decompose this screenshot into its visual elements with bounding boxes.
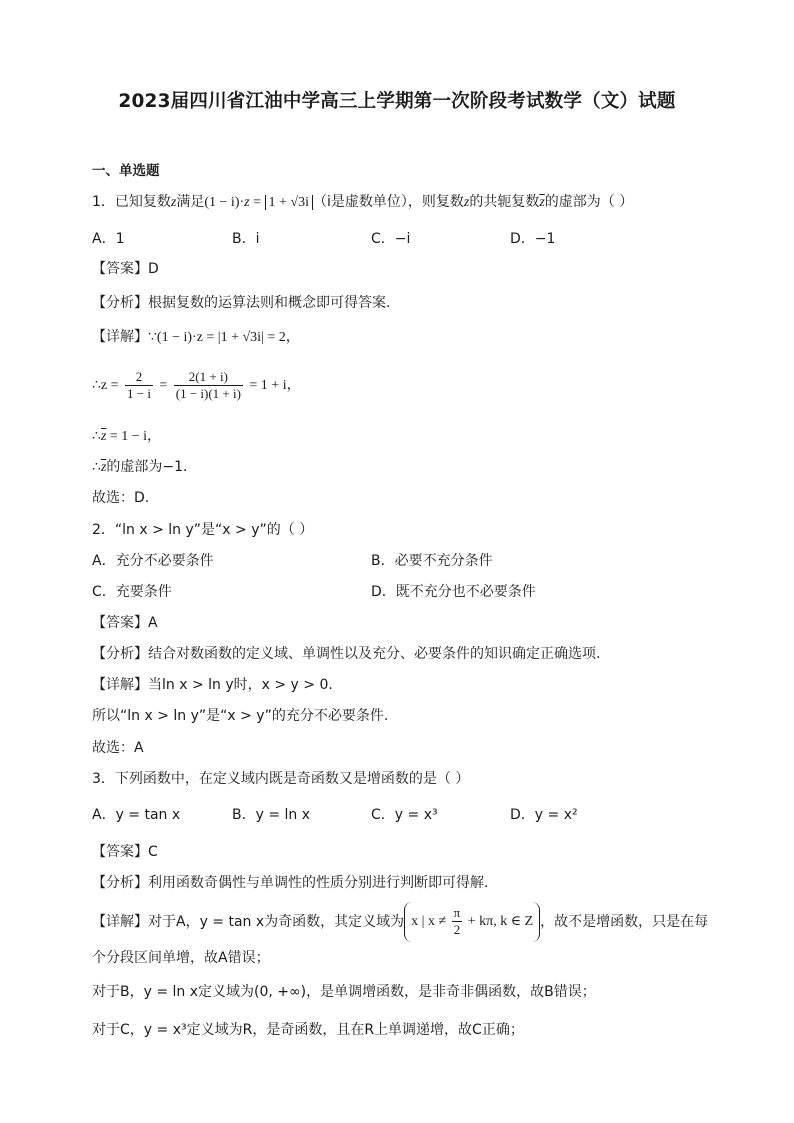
- q1-option-b: B．i: [232, 231, 260, 247]
- q1-analysis-text: 根据复数的运算法则和概念即可得答案.: [148, 295, 391, 311]
- q3-option-d: D．y = x²: [510, 807, 578, 823]
- answer-label: 【答案】: [92, 261, 148, 277]
- q1-stem-e: 的虚部为（ ）: [544, 194, 634, 210]
- q1-detail-4: $\therefore\overline{z}$的虚部为−1．: [92, 459, 198, 475]
- q1-stem-c: （i是虚数单位），则复数: [312, 194, 464, 210]
- q3-detail-3: 对于C，y = x³定义域为R，是奇函数，且在R上单调递增，故C正确；: [92, 1022, 524, 1038]
- q1-option-a: A．1: [92, 231, 125, 247]
- fraction-1: $\frac{2}{1 - i}$: [126, 368, 151, 401]
- q1-stem-b: 满足: [176, 194, 205, 210]
- q3-detail-1-cont: 个分段区间单增，故A错误；: [92, 950, 270, 966]
- q1-option-c: C．−i: [371, 231, 411, 247]
- q3-detail-2: 对于B，y = ln x定义域为(0, +∞)，是单调增函数，是非奇非偶函数，故B错误；: [92, 984, 596, 1000]
- fraction-2: $\frac{2(1 + i)}{(1 - i)(1 + i)}$: [175, 368, 241, 401]
- q1-detail-1: [92, 327, 300, 348]
- q1-choice: 故选：D.: [92, 490, 150, 506]
- q1-answer: [92, 259, 159, 279]
- q3-option-c: C．y = x³: [371, 807, 438, 823]
- q2-detail-2: 所以“ln x > ln y”是“x > y”的充分不必要条件.: [92, 708, 389, 724]
- q3-option-a: A．y = tan x: [92, 807, 181, 823]
- q2-answer: 【答案】A: [92, 615, 158, 631]
- q1-detail-1-text: ∵(1 − i)·z = |1 + √3i| = 2，: [148, 330, 300, 345]
- q1-option-d: D．−1: [510, 231, 556, 247]
- q2-detail-1: 【详解】当ln x > ln y时，x > y > 0.: [92, 677, 333, 693]
- q1-stem-a: 1．已知复数: [92, 194, 171, 210]
- q1-stem: 1．已知复数z满足(1 − i)·z = 1 + √3i （i是虚数单位），则复数z的共轭复数$\overline{z}$的虚部为（ ）: [92, 194, 634, 210]
- q3-analysis: 【分析】利用函数奇偶性与单调性的性质分别进行判断即可得解.: [92, 875, 489, 891]
- page-title: 2023届四川省江油中学高三上学期第一次阶段考试数学（文）试题: [118, 91, 676, 112]
- q2-option-c: C．充要条件: [92, 584, 172, 600]
- q1-analysis: [92, 293, 390, 313]
- q2-choice: 故选：A: [92, 740, 144, 756]
- analysis-label: 【分析】: [92, 295, 148, 311]
- q2-analysis: 【分析】结合对数函数的定义域、单调性以及充分、必要条件的知识确定正确选项.: [92, 646, 601, 662]
- q3-stem: 3．下列函数中，在定义域内既是奇函数又是增函数的是（ ）: [92, 771, 470, 787]
- q3-detail-1: 【详解】对于A，y = tan x为奇函数，其定义域为 x | x ≠ $\frac{\pi}{2}$ + kπ, k ∈ Z ，故不是增函数，只是在每: [92, 902, 708, 942]
- q1-detail-2-rhs: = 1 + i，: [249, 378, 301, 393]
- q1-detail-3: $\therefore\overline{z} = 1 - i$，: [92, 429, 162, 444]
- q2-option-d: D．既不充分也不必要条件: [371, 584, 536, 600]
- q2-option-a: A．充分不必要条件: [92, 553, 214, 569]
- q2-stem: 2．“ln x > ln y”是“x > y”的（ ）: [92, 522, 314, 538]
- q1-stem-d: 的共轭复数: [469, 194, 540, 210]
- q2-option-b: B．必要不充分条件: [371, 553, 493, 569]
- detail-label: 【详解】: [92, 329, 148, 345]
- q3-option-b: B．y = ln x: [232, 807, 311, 823]
- q3-answer: 【答案】C: [92, 844, 158, 860]
- q1-answer-value: D: [148, 261, 159, 277]
- q1-detail-2: ∴z = $\frac{2}{1 - i}$ = $\frac{2(1 + i)}{(1 - i)(1 + i)}$ = 1 + i，: [92, 368, 301, 401]
- q1-detail-2-lhs: ∴z =: [92, 378, 119, 393]
- section-heading: 一、单选题: [92, 163, 160, 179]
- domain-set: x | x ≠ $\frac{\pi}{2}$ + kπ, k ∈ Z: [404, 902, 540, 942]
